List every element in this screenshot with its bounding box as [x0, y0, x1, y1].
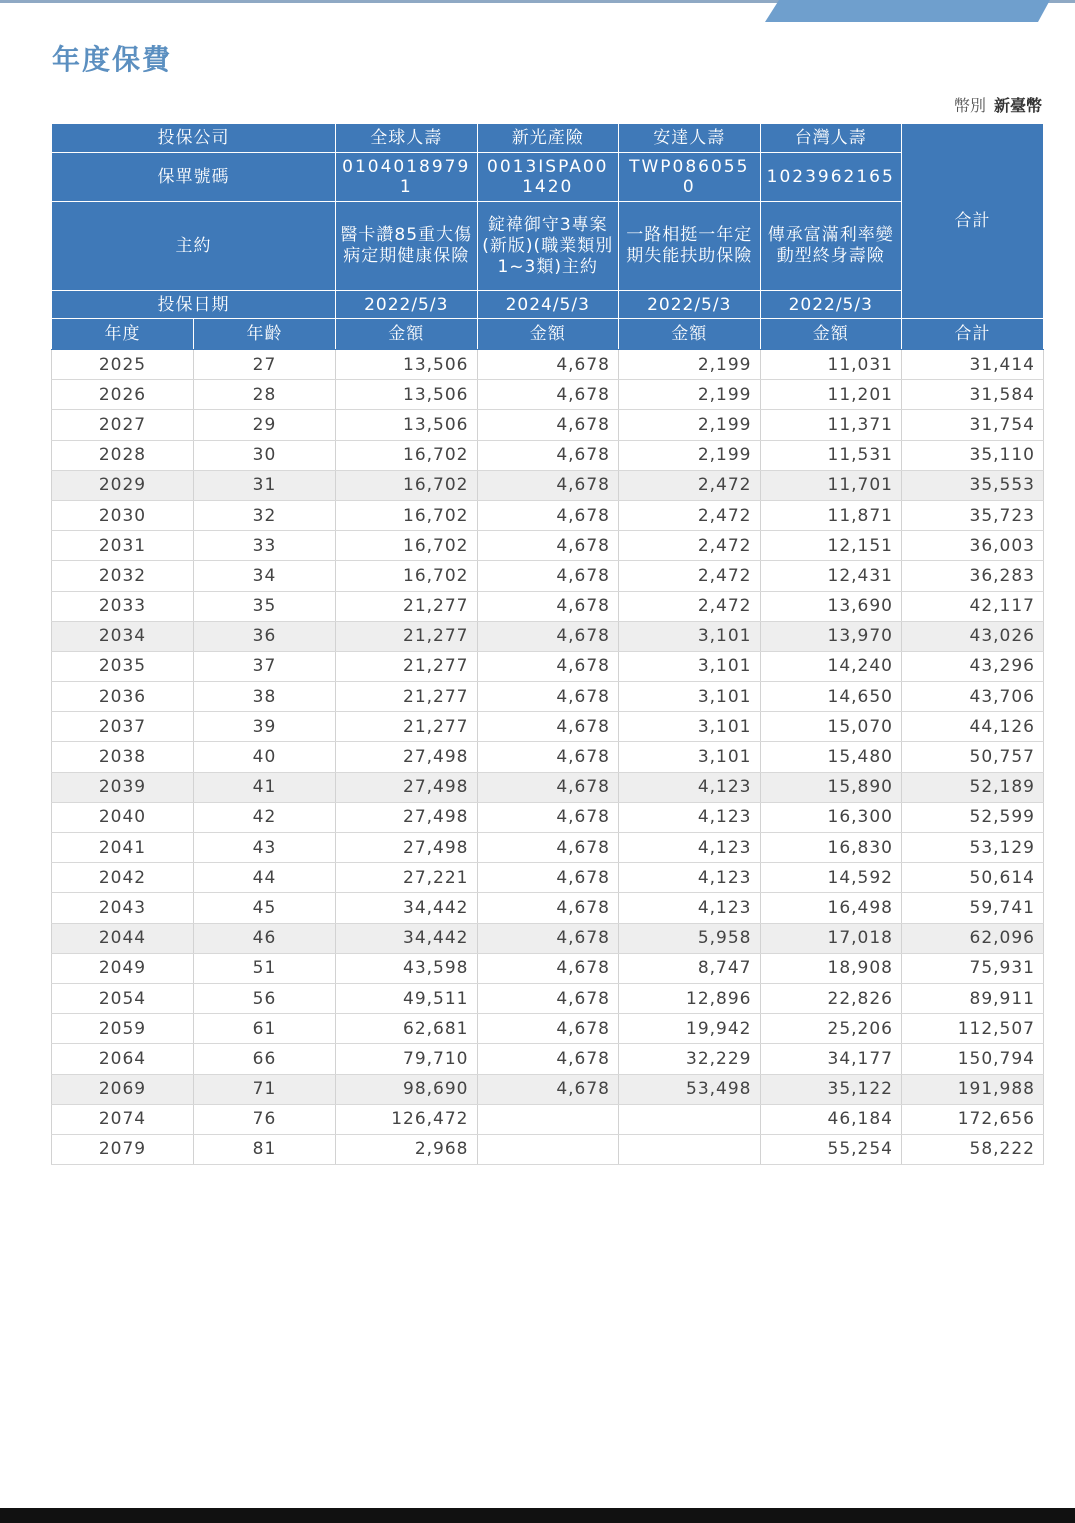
premium-cell: 12,151: [760, 531, 902, 561]
age-cell: 34: [194, 561, 336, 591]
premium-cell: 4,678: [477, 500, 619, 530]
company-name: 安達人壽: [619, 124, 761, 153]
amount-column-header: 金額: [619, 319, 761, 350]
total-cell: 31,414: [902, 350, 1044, 380]
premium-cell: 34,177: [760, 1044, 902, 1074]
total-header-label: 合計: [902, 124, 1044, 319]
premium-cell: 3,101: [619, 682, 761, 712]
total-cell: 89,911: [902, 983, 1044, 1013]
table-row: [52, 1014, 1044, 1044]
age-cell: 46: [194, 923, 336, 953]
currency-indicator: [954, 93, 1042, 116]
total-cell: 42,117: [902, 591, 1044, 621]
table-row: [52, 1044, 1044, 1074]
policy-date: 2022/5/3: [336, 291, 478, 319]
age-cell: 36: [194, 621, 336, 651]
premium-cell: 4,123: [619, 863, 761, 893]
table-row: [52, 500, 1044, 530]
premium-cell: 15,890: [760, 772, 902, 802]
age-cell: 45: [194, 893, 336, 923]
year-cell: 2028: [52, 440, 194, 470]
premium-cell: 16,300: [760, 802, 902, 832]
premium-cell: 2,472: [619, 561, 761, 591]
age-column-header: 年齡: [194, 319, 336, 350]
premium-cell: [477, 1134, 619, 1164]
premium-cell: 4,678: [477, 772, 619, 802]
policy-date: 2022/5/3: [619, 291, 761, 319]
premium-cell: 34,442: [336, 923, 478, 953]
table-row: [52, 380, 1044, 410]
total-cell: 62,096: [902, 923, 1044, 953]
table-row: [52, 1134, 1044, 1164]
premium-cell: 21,277: [336, 621, 478, 651]
year-cell: 2054: [52, 983, 194, 1013]
premium-cell: 4,678: [477, 651, 619, 681]
age-cell: 71: [194, 1074, 336, 1104]
premium-cell: 4,678: [477, 621, 619, 651]
plan-header-label: 主約: [52, 202, 336, 291]
total-cell: 35,723: [902, 500, 1044, 530]
table-body: [52, 350, 1044, 1165]
premium-cell: 2,472: [619, 591, 761, 621]
age-cell: 56: [194, 983, 336, 1013]
total-cell: 43,296: [902, 651, 1044, 681]
age-cell: 44: [194, 863, 336, 893]
premium-cell: 2,199: [619, 410, 761, 440]
age-cell: 32: [194, 500, 336, 530]
premium-cell: 13,506: [336, 380, 478, 410]
total-cell: 43,706: [902, 682, 1044, 712]
policy-header-label: 保單號碼: [52, 153, 336, 202]
premium-cell: 4,678: [477, 1074, 619, 1104]
premium-cell: 35,122: [760, 1074, 902, 1104]
total-cell: 52,189: [902, 772, 1044, 802]
company-name: 台灣人壽: [760, 124, 902, 153]
age-cell: 38: [194, 682, 336, 712]
premium-cell: 14,240: [760, 651, 902, 681]
premium-cell: 13,506: [336, 410, 478, 440]
premium-cell: 126,472: [336, 1104, 478, 1134]
premium-cell: 79,710: [336, 1044, 478, 1074]
year-cell: 2049: [52, 953, 194, 983]
total-column-header: 合計: [902, 319, 1044, 350]
premium-cell: 2,472: [619, 531, 761, 561]
year-cell: 2027: [52, 410, 194, 440]
plan-name: 錠褘御守3專案(新版)(職業類別1~3類)主約: [477, 202, 619, 291]
premium-cell: [619, 1134, 761, 1164]
year-cell: 2029: [52, 470, 194, 500]
premium-cell: 27,221: [336, 863, 478, 893]
currency-value: 新臺幣: [993, 96, 1042, 115]
total-cell: 58,222: [902, 1134, 1044, 1164]
year-cell: 2034: [52, 621, 194, 651]
year-cell: 2043: [52, 893, 194, 923]
age-cell: 41: [194, 772, 336, 802]
table-row: [52, 893, 1044, 923]
premium-cell: [619, 1104, 761, 1134]
premium-cell: 18,908: [760, 953, 902, 983]
currency-label: 幣別: [953, 96, 986, 115]
policy-number: TWP086055 0: [619, 153, 761, 202]
premium-cell: 16,702: [336, 440, 478, 470]
premium-cell: 14,592: [760, 863, 902, 893]
year-cell: 2030: [52, 500, 194, 530]
bottom-bar: [0, 1508, 1075, 1523]
total-cell: 59,741: [902, 893, 1044, 923]
plan-name: 傳承富滿利率變動型終身壽險: [760, 202, 902, 291]
company-header-label: 投保公司: [52, 124, 336, 153]
policy-date: 2024/5/3: [477, 291, 619, 319]
total-cell: 112,507: [902, 1014, 1044, 1044]
year-cell: 2037: [52, 712, 194, 742]
total-cell: 191,988: [902, 1074, 1044, 1104]
premium-cell: 12,431: [760, 561, 902, 591]
premium-cell: 3,101: [619, 742, 761, 772]
amount-column-header: 金額: [477, 319, 619, 350]
premium-cell: 4,678: [477, 712, 619, 742]
age-cell: 39: [194, 712, 336, 742]
premium-cell: 16,830: [760, 833, 902, 863]
year-cell: 2026: [52, 380, 194, 410]
year-cell: 2064: [52, 1044, 194, 1074]
total-cell: 150,794: [902, 1044, 1044, 1074]
premium-cell: 14,650: [760, 682, 902, 712]
premium-cell: 4,678: [477, 742, 619, 772]
year-cell: 2036: [52, 682, 194, 712]
premium-cell: 19,942: [619, 1014, 761, 1044]
premium-cell: 11,031: [760, 350, 902, 380]
premium-cell: 2,199: [619, 380, 761, 410]
premium-cell: 16,702: [336, 470, 478, 500]
age-cell: 28: [194, 380, 336, 410]
total-cell: 75,931: [902, 953, 1044, 983]
premium-cell: 4,678: [477, 380, 619, 410]
premium-cell: 34,442: [336, 893, 478, 923]
premium-cell: 3,101: [619, 651, 761, 681]
table-row: [52, 923, 1044, 953]
total-cell: 50,614: [902, 863, 1044, 893]
premium-cell: 27,498: [336, 742, 478, 772]
premium-cell: 4,123: [619, 893, 761, 923]
year-cell: 2041: [52, 833, 194, 863]
annual-premium-table: [51, 123, 1044, 1165]
age-cell: 33: [194, 531, 336, 561]
age-cell: 51: [194, 953, 336, 983]
premium-cell: 4,123: [619, 802, 761, 832]
premium-cell: 16,702: [336, 500, 478, 530]
premium-cell: 2,472: [619, 470, 761, 500]
age-cell: 81: [194, 1134, 336, 1164]
table-row: [52, 440, 1044, 470]
table-row: [52, 531, 1044, 561]
table-row: [52, 561, 1044, 591]
year-cell: 2079: [52, 1134, 194, 1164]
premium-cell: 4,678: [477, 350, 619, 380]
premium-cell: 2,199: [619, 440, 761, 470]
age-cell: 42: [194, 802, 336, 832]
year-cell: 2042: [52, 863, 194, 893]
year-cell: 2039: [52, 772, 194, 802]
policy-number: 1023962165: [760, 153, 902, 202]
table-row: [52, 742, 1044, 772]
year-column-header: 年度: [52, 319, 194, 350]
premium-cell: 21,277: [336, 682, 478, 712]
amount-column-header: 金額: [336, 319, 478, 350]
year-cell: 2035: [52, 651, 194, 681]
premium-cell: 17,018: [760, 923, 902, 953]
top-decorative-tab: [765, 0, 1050, 22]
year-cell: 2033: [52, 591, 194, 621]
company-name: 全球人壽: [336, 124, 478, 153]
total-cell: 36,003: [902, 531, 1044, 561]
table-row: [52, 772, 1044, 802]
premium-cell: 2,472: [619, 500, 761, 530]
policy-number: 0104018979 1: [336, 153, 478, 202]
premium-cell: 4,123: [619, 833, 761, 863]
premium-cell: 16,702: [336, 561, 478, 591]
plan-name: 醫卡讚85重大傷病定期健康保險: [336, 202, 478, 291]
premium-cell: 43,598: [336, 953, 478, 983]
total-cell: 44,126: [902, 712, 1044, 742]
table-row: [52, 802, 1044, 832]
table-row: [52, 953, 1044, 983]
total-cell: 172,656: [902, 1104, 1044, 1134]
premium-cell: 8,747: [619, 953, 761, 983]
premium-cell: 4,678: [477, 1044, 619, 1074]
premium-cell: 4,678: [477, 561, 619, 591]
premium-cell: 98,690: [336, 1074, 478, 1104]
premium-cell: 46,184: [760, 1104, 902, 1134]
table-row: [52, 591, 1044, 621]
premium-cell: 12,896: [619, 983, 761, 1013]
premium-cell: 4,678: [477, 893, 619, 923]
table-row: [52, 833, 1044, 863]
age-cell: 27: [194, 350, 336, 380]
premium-cell: 55,254: [760, 1134, 902, 1164]
table-row: [52, 1074, 1044, 1104]
premium-cell: 11,531: [760, 440, 902, 470]
premium-cell: 62,681: [336, 1014, 478, 1044]
year-cell: 2038: [52, 742, 194, 772]
premium-cell: 3,101: [619, 712, 761, 742]
age-cell: 61: [194, 1014, 336, 1044]
amount-column-header: 金額: [760, 319, 902, 350]
premium-cell: [477, 1104, 619, 1134]
policy-number: 0013ISPA00 1420: [477, 153, 619, 202]
company-name: 新光產險: [477, 124, 619, 153]
premium-cell: 4,678: [477, 591, 619, 621]
age-cell: 29: [194, 410, 336, 440]
table-row: [52, 350, 1044, 380]
premium-cell: 27,498: [336, 772, 478, 802]
premium-cell: 32,229: [619, 1044, 761, 1074]
table-row: [52, 863, 1044, 893]
date-header-label: 投保日期: [52, 291, 336, 319]
year-cell: 2074: [52, 1104, 194, 1134]
year-cell: 2040: [52, 802, 194, 832]
premium-cell: 4,678: [477, 440, 619, 470]
premium-cell: 11,871: [760, 500, 902, 530]
table-row: [52, 1104, 1044, 1134]
total-cell: 31,754: [902, 410, 1044, 440]
age-cell: 31: [194, 470, 336, 500]
premium-cell: 21,277: [336, 651, 478, 681]
premium-cell: 2,199: [619, 350, 761, 380]
table-row: [52, 682, 1044, 712]
premium-cell: 21,277: [336, 712, 478, 742]
table-row: [52, 983, 1044, 1013]
total-cell: 36,283: [902, 561, 1044, 591]
table-header: [52, 124, 1044, 350]
table-row: [52, 621, 1044, 651]
total-cell: 52,599: [902, 802, 1044, 832]
total-cell: 35,110: [902, 440, 1044, 470]
premium-cell: 11,701: [760, 470, 902, 500]
premium-cell: 53,498: [619, 1074, 761, 1104]
year-cell: 2032: [52, 561, 194, 591]
table-row: [52, 712, 1044, 742]
total-cell: 31,584: [902, 380, 1044, 410]
year-cell: 2031: [52, 531, 194, 561]
premium-cell: 4,678: [477, 923, 619, 953]
age-cell: 37: [194, 651, 336, 681]
premium-cell: 13,970: [760, 621, 902, 651]
premium-cell: 11,201: [760, 380, 902, 410]
premium-cell: 4,678: [477, 531, 619, 561]
premium-cell: 21,277: [336, 591, 478, 621]
premium-cell: 15,070: [760, 712, 902, 742]
premium-cell: 16,498: [760, 893, 902, 923]
year-cell: 2044: [52, 923, 194, 953]
premium-cell: 4,678: [477, 802, 619, 832]
page-title: 年度保費: [52, 43, 173, 76]
table-row: [52, 410, 1044, 440]
premium-cell: 4,678: [477, 953, 619, 983]
total-cell: 35,553: [902, 470, 1044, 500]
age-cell: 40: [194, 742, 336, 772]
premium-cell: 3,101: [619, 621, 761, 651]
premium-cell: 13,690: [760, 591, 902, 621]
premium-cell: 4,123: [619, 772, 761, 802]
premium-cell: 4,678: [477, 863, 619, 893]
premium-cell: 27,498: [336, 802, 478, 832]
premium-cell: 11,371: [760, 410, 902, 440]
premium-cell: 22,826: [760, 983, 902, 1013]
premium-cell: 4,678: [477, 682, 619, 712]
premium-cell: 15,480: [760, 742, 902, 772]
premium-cell: 4,678: [477, 410, 619, 440]
premium-cell: 16,702: [336, 531, 478, 561]
premium-cell: 13,506: [336, 350, 478, 380]
premium-cell: 4,678: [477, 1014, 619, 1044]
year-cell: 2025: [52, 350, 194, 380]
premium-cell: 27,498: [336, 833, 478, 863]
total-cell: 53,129: [902, 833, 1044, 863]
age-cell: 43: [194, 833, 336, 863]
premium-cell: 25,206: [760, 1014, 902, 1044]
premium-cell: 4,678: [477, 470, 619, 500]
age-cell: 66: [194, 1044, 336, 1074]
total-cell: 50,757: [902, 742, 1044, 772]
premium-cell: 2,968: [336, 1134, 478, 1164]
plan-name: 一路相挺一年定期失能扶助保險: [619, 202, 761, 291]
table-row: [52, 651, 1044, 681]
table-row: [52, 470, 1044, 500]
age-cell: 30: [194, 440, 336, 470]
premium-cell: 4,678: [477, 983, 619, 1013]
policy-date: 2022/5/3: [760, 291, 902, 319]
premium-cell: 4,678: [477, 833, 619, 863]
total-cell: 43,026: [902, 621, 1044, 651]
premium-cell: 49,511: [336, 983, 478, 1013]
year-cell: 2069: [52, 1074, 194, 1104]
age-cell: 76: [194, 1104, 336, 1134]
age-cell: 35: [194, 591, 336, 621]
year-cell: 2059: [52, 1014, 194, 1044]
premium-cell: 5,958: [619, 923, 761, 953]
